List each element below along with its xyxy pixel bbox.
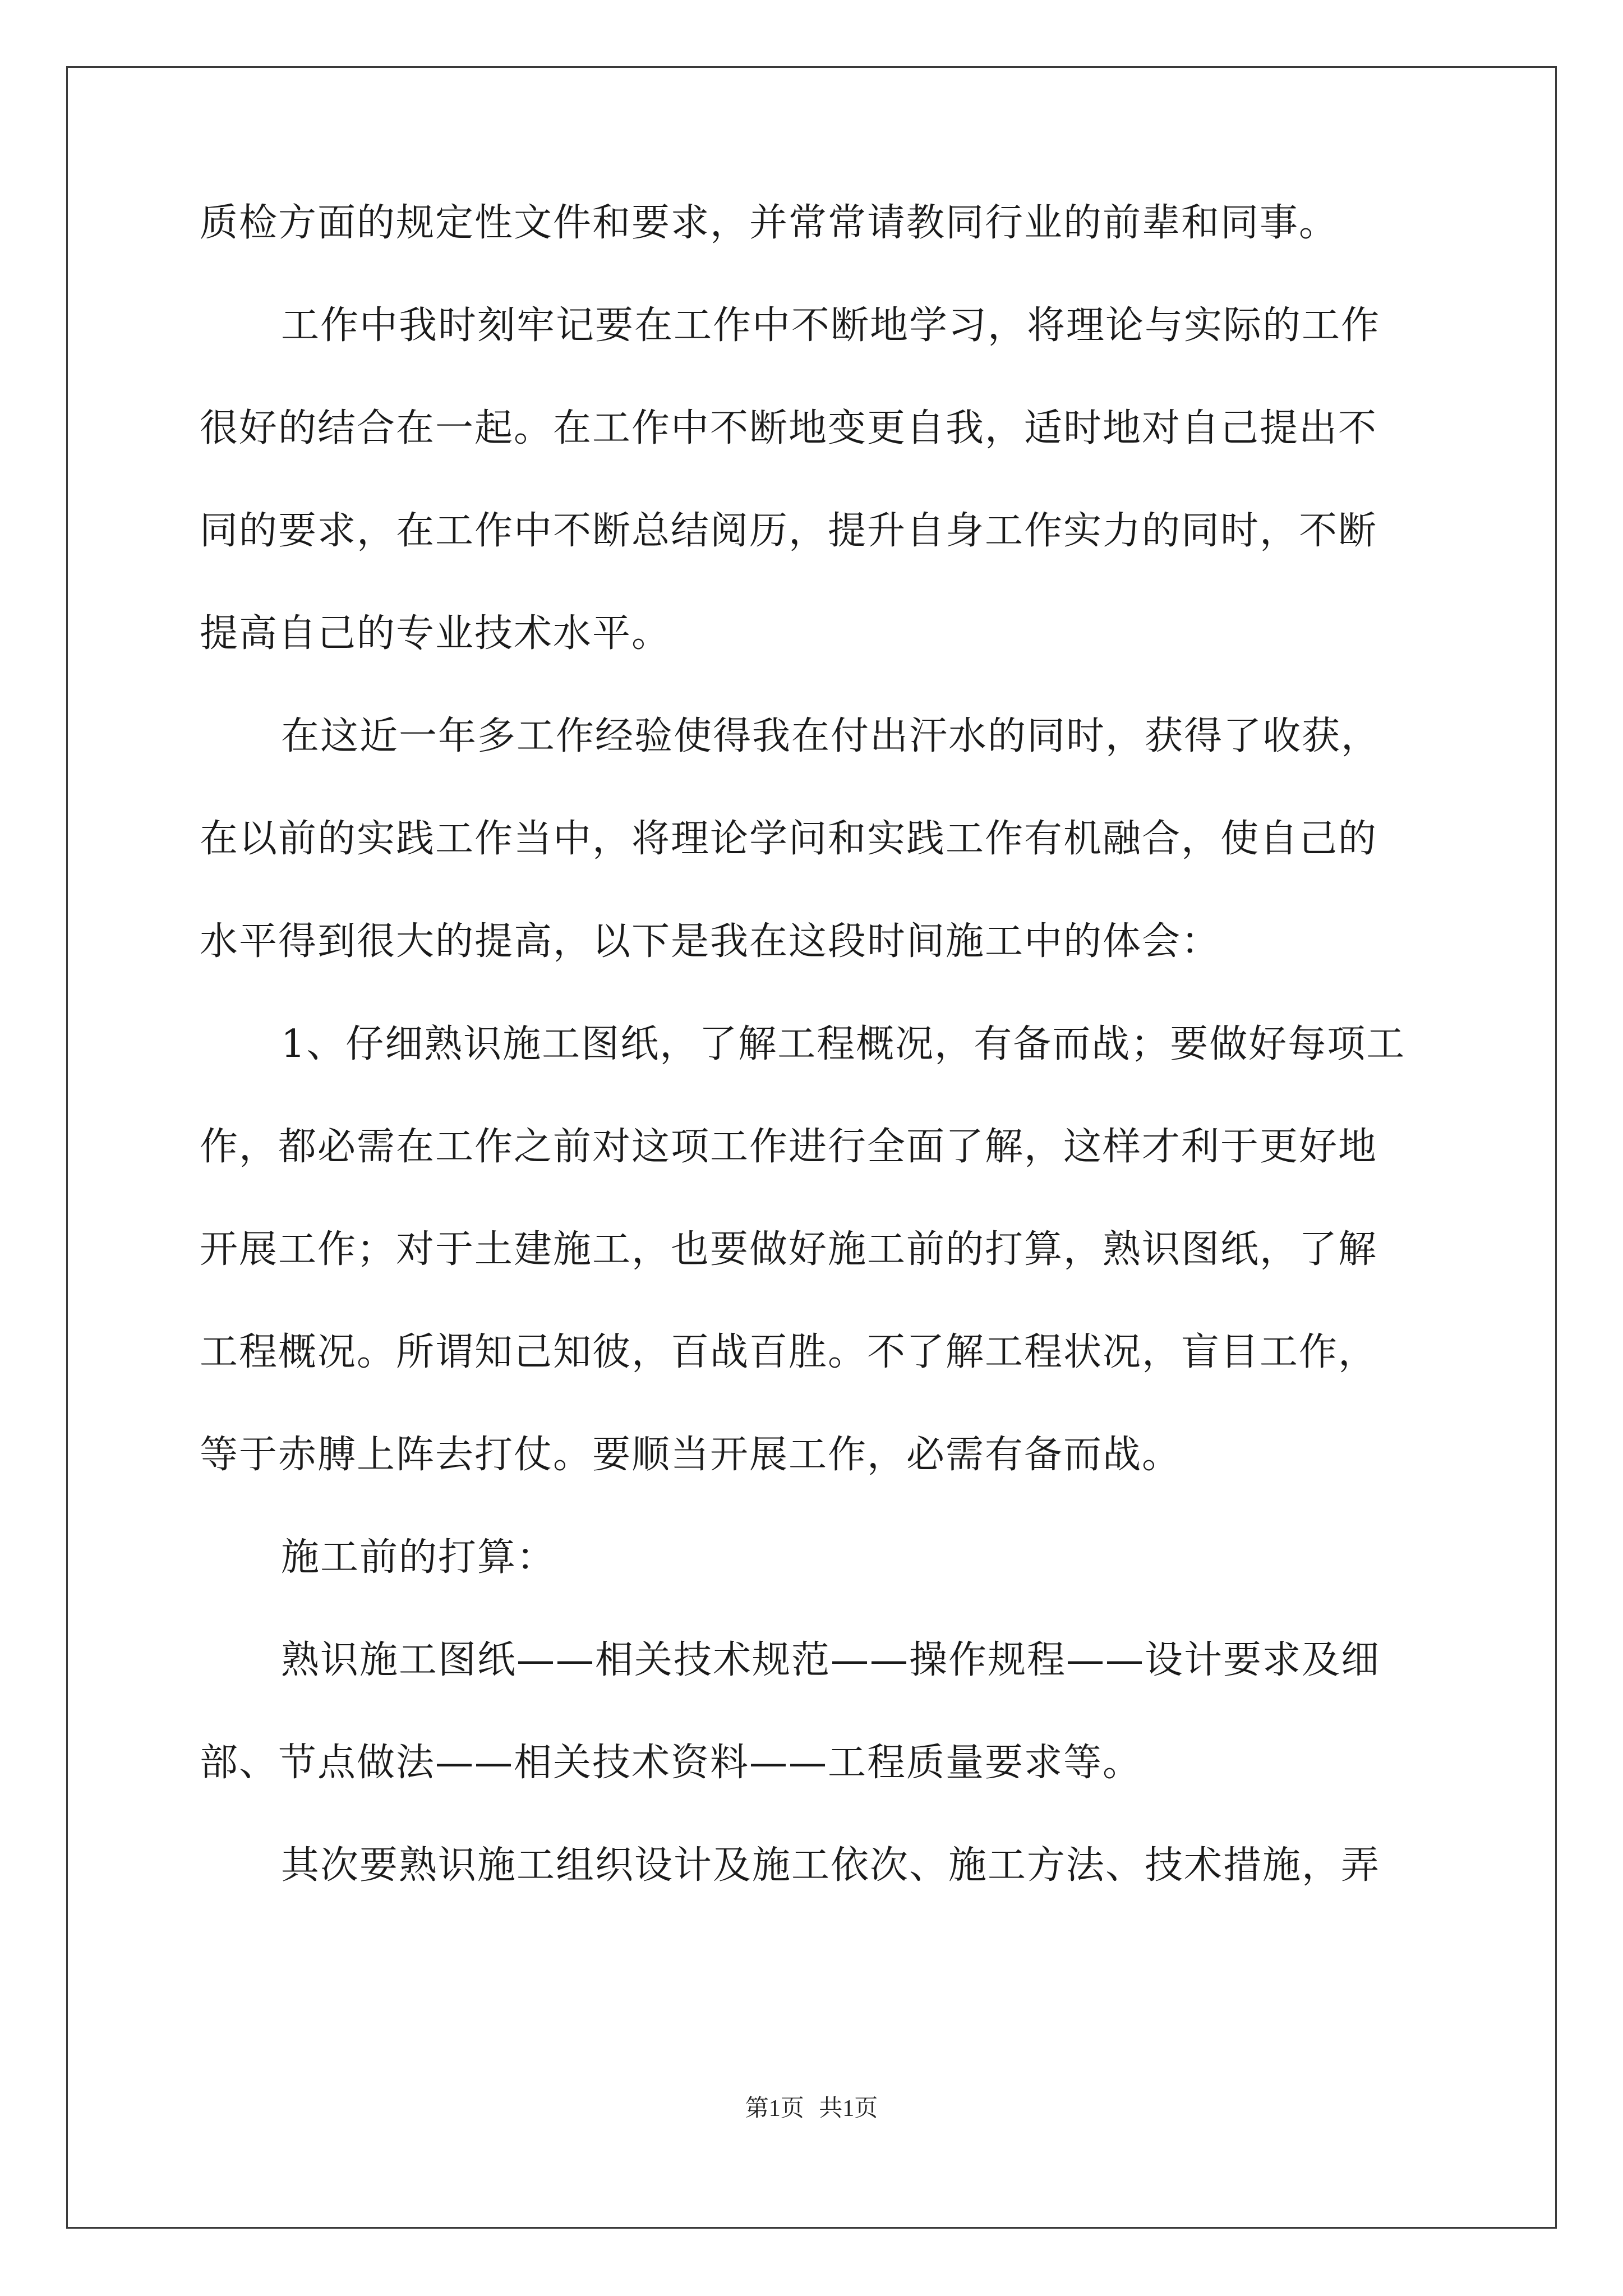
- text-line: 工程概况。所谓知己知彼，百战百胜。不了解工程状况，盲目工作，: [200, 1330, 1378, 1374]
- text-line: 开展工作；对于土建施工，也要做好施工前的打算，熟识图纸，了解: [200, 1227, 1378, 1272]
- text-line: 1、仔细熟识施工图纸，了解工程概况，有备而战；要做好每项工: [281, 1022, 1406, 1066]
- text-line: 熟识施工图纸——相关技术规范——操作规程——设计要求及细: [281, 1638, 1381, 1682]
- text-line: 提高自己的专业技术水平。: [200, 611, 671, 656]
- page-footer: [0, 2090, 1623, 2123]
- text-line: 很好的结合在一起。在工作中不断地变更自我，适时地对自己提出不: [200, 406, 1378, 450]
- text-line: 等于赤膊上阵去打仗。要顺当开展工作，必需有备而战。: [200, 1433, 1182, 1477]
- page-total: 共1页: [819, 2096, 878, 2122]
- text-line: 工作中我时刻牢记要在工作中不断地学习，将理论与实际的工作: [281, 303, 1381, 348]
- page-number: 第1页: [745, 2096, 804, 2122]
- text-line: 同的要求，在工作中不断总结阅历，提升自身工作实力的同时，不断: [200, 509, 1378, 553]
- text-line: 质检方面的规定性文件和要求，并常常请教同行业的前辈和同事。: [200, 201, 1339, 245]
- text-line: 作，都必需在工作之前对这项工作进行全面了解，这样才利于更好地: [200, 1125, 1378, 1169]
- text-line: 部、节点做法——相关技术资料——工程质量要求等。: [200, 1741, 1142, 1785]
- text-line: 施工前的打算：: [281, 1535, 556, 1580]
- text-line: 其次要熟识施工组织设计及施工依次、施工方法、技术措施，弄: [281, 1843, 1381, 1888]
- text-line: 在以前的实践工作当中，将理论学问和实践工作有机融合，使自己的: [200, 817, 1378, 861]
- text-line: 水平得到很大的提高，以下是我在这段时间施工中的体会：: [200, 919, 1221, 964]
- text-line: 在这近一年多工作经验使得我在付出汗水的同时，获得了收获，: [281, 714, 1381, 758]
